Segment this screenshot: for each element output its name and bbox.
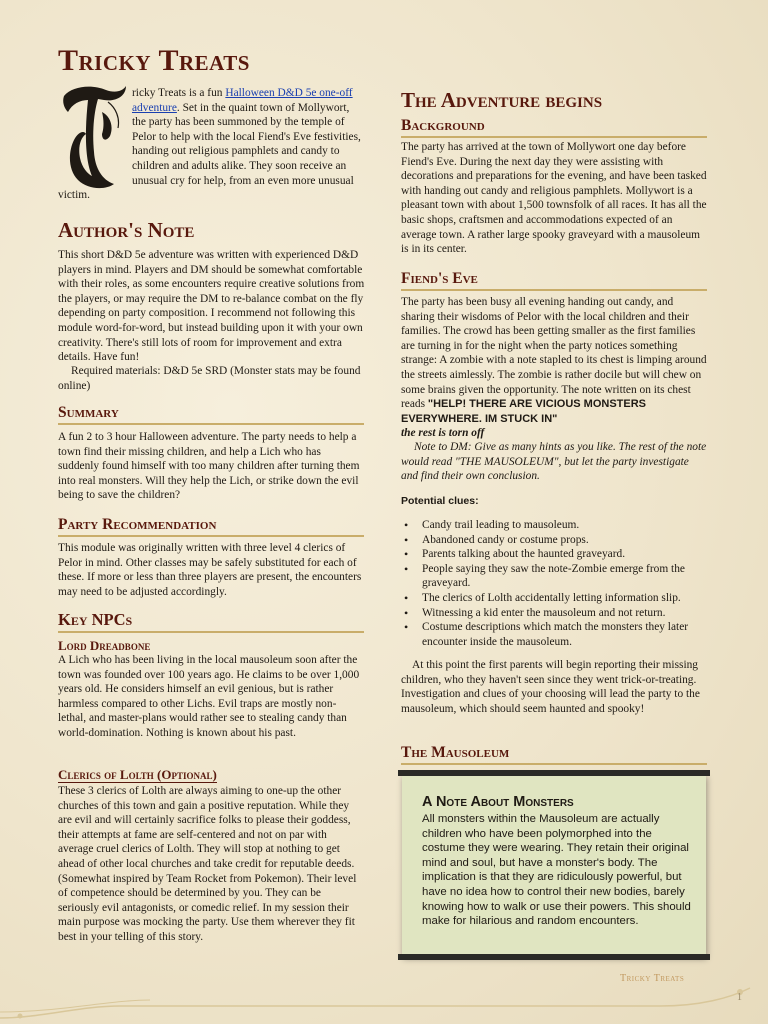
note-bottom-bar bbox=[398, 954, 710, 960]
authors-note-heading: Author's Note bbox=[58, 218, 195, 242]
party-recommendation-heading: Party Recommendation bbox=[58, 516, 364, 537]
background-body: The party has arrived at the town of Mollywort one day before Fiend's Eve. During the next day they were assisting with decorations and preparations for the evening, and have been tasked with handing out candy and religious pamphlets. Mollywort is a pleasant town with about 1,500 townsfolk of all races. It has all the basic shops, craftsmen and accommodations expected of an average town. A rather large spooky graveyard with a mausoleum is in its center. bbox=[401, 141, 707, 256]
clerics-heading: Clerics of Lolth (Optional) bbox=[58, 767, 217, 782]
clues-list bbox=[400, 518, 706, 649]
clerics-body: These 3 clerics of Lolth are always aiming to one-up the other churches of this town and gain a positive reputation. While they are evil and will certainly sacrifice folks to please their goddess, their attempts at fame are self-centered and not on par with average cruel clerics of Lolth. They will stop at nothing to get ahead of other local churches and take credit for reputable deeds. (Somewhat inspired by Team Rocket from Pokemon). Their level of competence should be determined by you. They can be seriously evil antagonists, or comedic relief. In my session their main purpose was mocking the party. Use them wherever they fit best in your telling of this story. bbox=[58, 785, 357, 943]
summary-body: A fun 2 to 3 hour Halloween adventure. The party needs to help a town find their missing children, and help a Lich who has suddenly found himself with too many children after turning them into real monsters. Will they help the Lich, or strike down the evil being to save the children? bbox=[58, 431, 360, 502]
adventure-link[interactable]: Halloween D&D 5e one-off adventure bbox=[132, 87, 353, 114]
clue-item: • The clerics of Lolth accidentally letting information slip. bbox=[400, 591, 706, 606]
monster-note-heading: A Note About Monsters bbox=[422, 794, 574, 810]
intro-text-start: ricky Treats is a fun bbox=[132, 87, 226, 99]
note-torn: the rest is torn off bbox=[401, 427, 485, 440]
note-top-bar bbox=[398, 770, 710, 776]
authors-note-body: This short D&D 5e adventure was written with experienced D&D players in mind. Players and DM should be somewhat comfortable with their roles, as some encounters require creative solutions from the players, or may require the DM to re-balance combat on the fly depending on party composition. I recommend not following this module word-for-word, but instead building upon it with your own creativity. There's still lots of room for improvement and extra details. Have fun! bbox=[58, 249, 365, 364]
intro-text-end: . Set in the quaint town of Mollywort, the party has been summoned by the temple of Pelor to help with the local Fiend's Eve festivities, handing out religious pamphlets and candy to children and adults alike. They soon receive an unusual cry for help, from an even more unusual victim. bbox=[58, 101, 361, 202]
required-materials: Required materials: D&D 5e SRD (Monster stats may be found online) bbox=[58, 365, 361, 392]
key-npcs-heading: Key NPCs bbox=[58, 610, 364, 633]
clue-item: • Parents talking about the haunted graveyard. bbox=[400, 547, 706, 562]
summary-heading: Summary bbox=[58, 404, 364, 425]
footer-label: Tricky Treats bbox=[620, 973, 685, 984]
page-number: 1 bbox=[737, 992, 742, 1003]
footer-ornament-icon bbox=[0, 978, 768, 1024]
background-heading: Background bbox=[401, 117, 707, 138]
monster-note-box bbox=[402, 774, 706, 956]
monster-note-body: All monsters within the Mausoleum are actually children who have been polymorphed into the costume they were wearing. They retain their original mind and soul, but have a monster's body. The implication is that they are ridiculously powerful, but have no idea how to control their new bodies, barely knowing how to walk or use their powers. This should make for hilarious and random encounters. bbox=[422, 813, 691, 928]
dm-note: Note to DM: Give as many hints as you like. The rest of the note would read "THE MAUSOLEUM", but let the party investigate and find their own conclusion. bbox=[401, 441, 707, 483]
fiends-eve-body bbox=[401, 295, 707, 441]
clue-item: • Abandoned candy or costume props. bbox=[400, 533, 706, 548]
fiends-eve-heading: Fiend's Eve bbox=[401, 270, 707, 291]
adventure-heading: The Adventure begins bbox=[401, 88, 603, 112]
clue-item: • Witnessing a kid enter the mausoleum and not return. bbox=[400, 606, 706, 621]
lord-dreadbone-heading: Lord Dreadbone bbox=[58, 638, 151, 653]
clue-item: • Candy trail leading to mausoleum. bbox=[400, 518, 706, 533]
intro-paragraph bbox=[58, 86, 364, 203]
page-title: Tricky Treats bbox=[58, 44, 250, 77]
clue-item: • People saying they saw the note-Zombie emerge from the graveyard. bbox=[400, 562, 706, 591]
fiends-eve-text: The party has been busy all evening handing out candy, and sharing their wisdoms of Pelor with the local children and their families. The crowd has been getting smaller as the first families are turning in for the night when the party notices something strange: A zombie with a note stapled to its chest is limping around the streets aimlessly. The zombie is rather docile but will chew on some brains given the opportunity. The note written on its chest reads bbox=[401, 296, 707, 411]
clues-heading: Potential clues: bbox=[401, 495, 479, 507]
party-recommendation-body: This module was originally written with three level 4 clerics of Pelor in mind. Other classes may be safely substituted for each of these. If more or less than three players are present, the encounters may need to be adjusted accordingly. bbox=[58, 542, 362, 598]
clue-item: • Costume descriptions which match the monsters they later encounter inside the mausoleum. bbox=[400, 620, 706, 649]
after-clues-body: At this point the first parents will begin reporting their missing children, who they haven't seen since they went trick-or-treating. Investigation and clues of your choosing will lead the party to the mausoleum, which should seem haunted and spooky! bbox=[401, 659, 700, 715]
lord-dreadbone-body: A Lich who has been living in the local mausoleum soon after the town was founded over 100 years ago. He claims to be over 1,000 years old. He considers himself an evil genious, but is rather harmless compared to other Lichs. Evil traps are mostly non-lethal, and master-plans would rather see to stealing candy than world-domination. Nothing is known about his past. bbox=[58, 654, 360, 739]
note-shout: "HELP! THERE ARE VICIOUS MONSTERS EVERYWHERE. IM STUCK IN" bbox=[401, 398, 646, 425]
mausoleum-heading: The Mausoleum bbox=[401, 744, 707, 765]
